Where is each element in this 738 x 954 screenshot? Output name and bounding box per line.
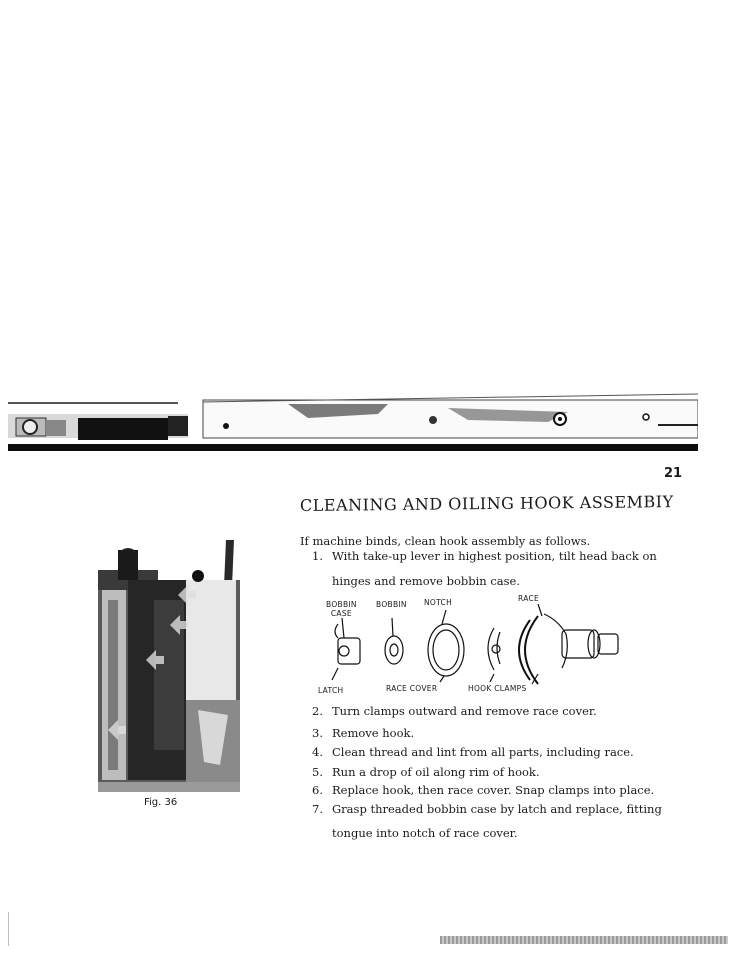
hook-parts-drawing (318, 594, 648, 696)
step-7: 7. Grasp threaded bobbin case by latch and replace, fitting (312, 802, 662, 816)
label-notch: NOTCH (424, 598, 453, 607)
machine-photo (98, 540, 240, 792)
intro-text: If machine binds, clean hook assembly as follows. (300, 534, 591, 548)
figure-caption: Fig. 36 (144, 797, 178, 808)
page-title: CLEANING AND OILING HOOK ASSEMBIY (299, 492, 674, 515)
step-5: 5. Run a drop of oil along rim of hook. (312, 765, 540, 779)
hook-assembly-diagram (318, 594, 648, 696)
step-2: 2. Turn clamps outward and remove race cover. (312, 704, 597, 718)
step-7-continued: tongue into notch of race cover. (332, 826, 518, 840)
step-3: 3. Remove hook. (312, 726, 415, 740)
bottom-edge-shadow (440, 936, 728, 944)
machine-bed-strip (8, 392, 698, 458)
step-4: 4. Clean thread and lint from all parts, including race. (312, 745, 634, 759)
label-latch: LATCH (318, 686, 344, 695)
left-edge-mark (8, 912, 9, 946)
label-bobbin: BOBBIN (376, 600, 407, 609)
step-1-continued: hinges and remove bobbin case. (332, 574, 520, 588)
label-bobbin-case: BOBBIN CASE (326, 600, 357, 618)
page-number: 21 (664, 466, 683, 481)
label-race-cover: RACE COVER (386, 684, 438, 693)
label-race: RACE (518, 594, 540, 603)
label-hook-clamps: HOOK CLAMPS (468, 684, 527, 693)
step-6: 6. Replace hook, then race cover. Snap clamps into place. (312, 783, 655, 797)
step-1: 1. With take-up lever in highest position, tilt head back on (312, 549, 657, 563)
